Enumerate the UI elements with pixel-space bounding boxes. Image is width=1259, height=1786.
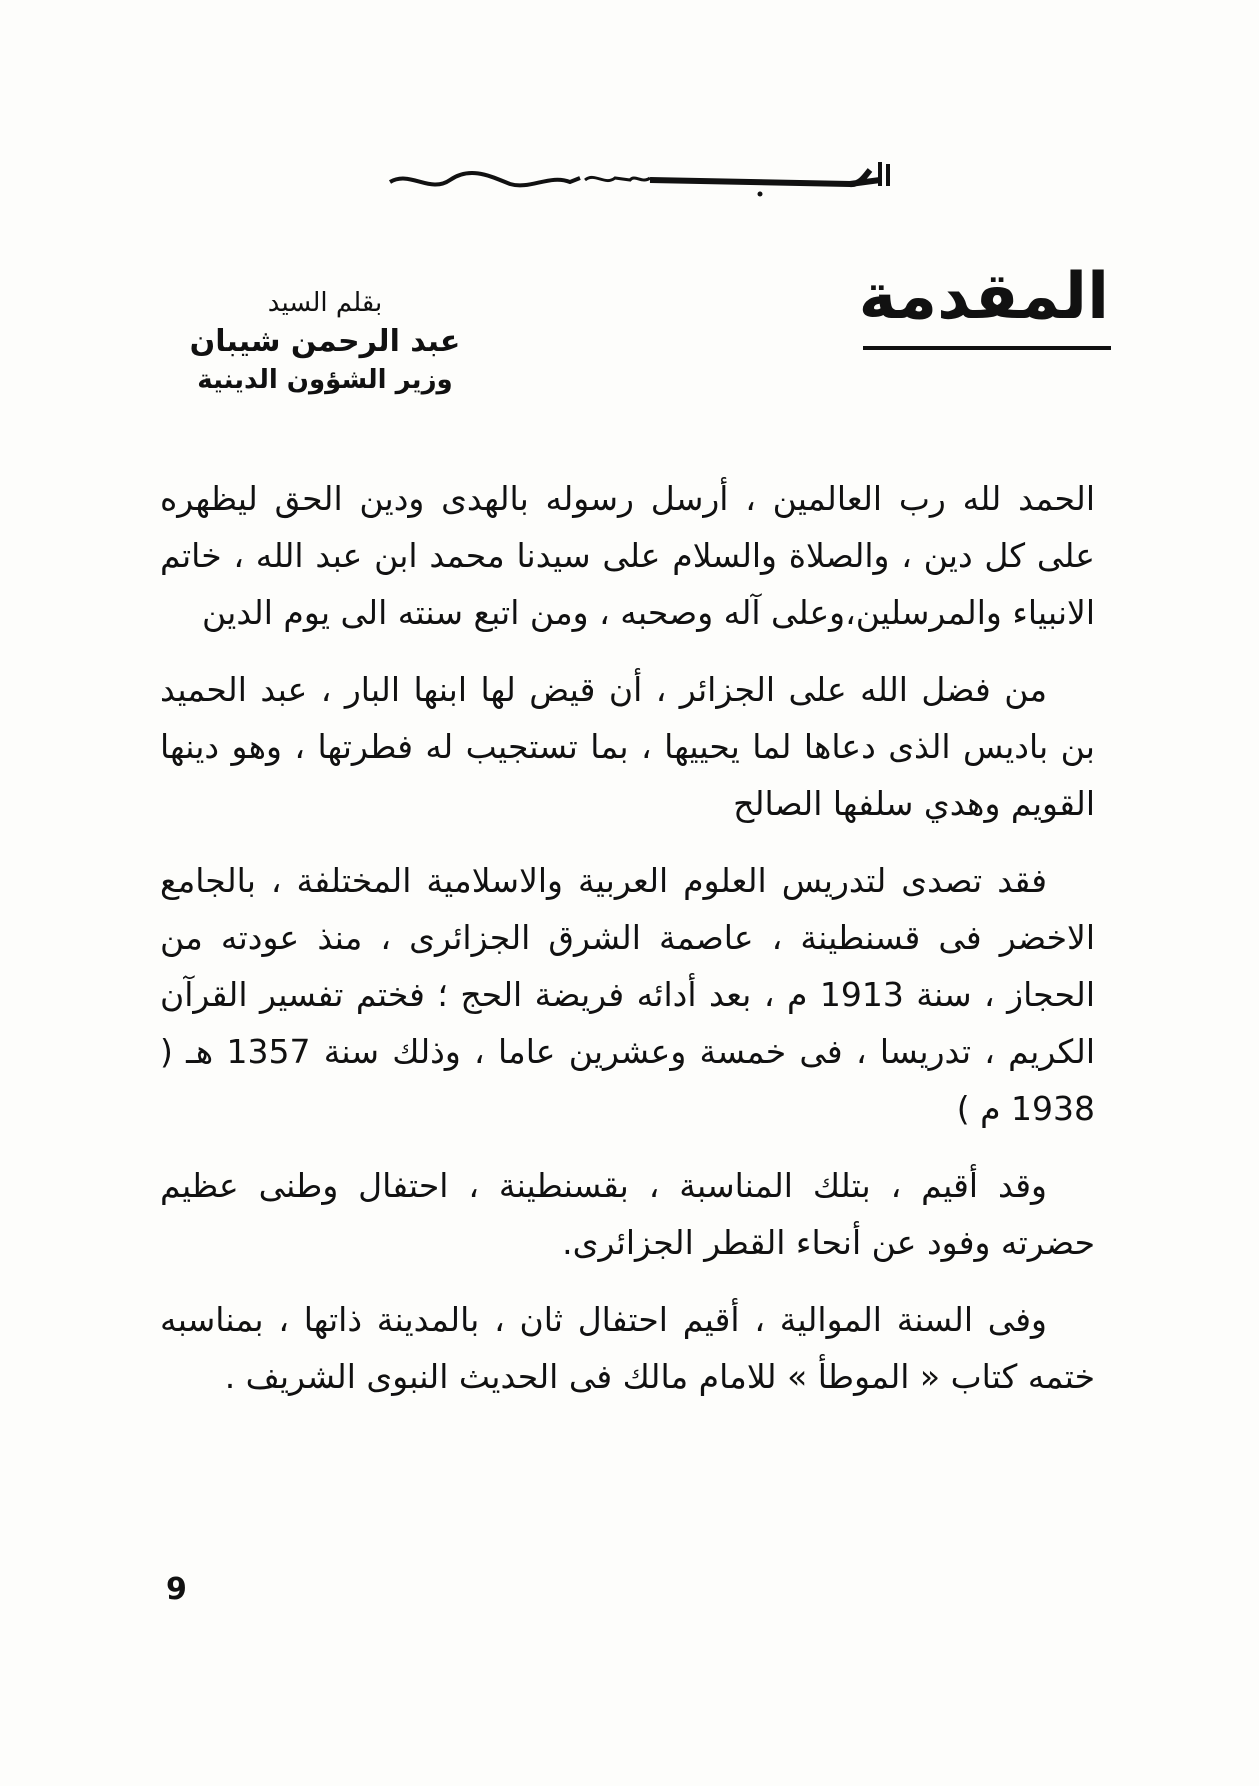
author-name: عبد الرحمن شيبان [189,324,461,359]
byline [170,288,480,395]
body-text [160,470,1095,1425]
title-underline [863,346,1111,350]
paragraph-2: من فضل الله على الجزائر ، أن قيض لها ابنها البار ، عبد الحميد بن باديس الذى دعاها لما يحييها ، بما تستجيب له فطرتها ، وهو دينها القويم وهدي سلفها الصالح [160,670,1095,823]
byline-by: بقلم السيد [267,288,383,318]
paragraph-4: وقد أقيم ، بتلك المناسبة ، بقسنطينة ، احتفال وطنى عظيم حضرته وفود عن أنحاء القطر الجزائرى. [160,1166,1095,1262]
author-role: وزير الشؤون الدينية [197,365,453,395]
paragraph-1: الحمد لله رب العالمين ، أرسل رسوله بالهدى ودين الحق ليظهره على كل دين ، والصلاة والسلام على سيدنا محمد ابن عبد الله ، خاتم الانبياء والمرسلين،وعلى آله وصحبه ، ومن اتبع سنته الى يوم الدين [160,479,1095,632]
basmala-calligraphy [380,150,900,210]
page-title: المقدمة [858,260,1109,334]
paragraph-3: فقد تصدى لتدريس العلوم العربية والاسلامية المختلفة ، بالجامع الاخضر فى قسنطينة ، عاصمة الشرق الجزائرى ، منذ عودته من الحجاز ، سنة 1913 م ، بعد أدائه فريضة الحج ؛ فختم تفسير القرآن الكريم ، تدريسا ، فى خمسة وعشرين عاما ، وذلك سنة 1357 هـ ( 1938 م ) [160,861,1095,1128]
page-number: 9 [166,1572,187,1607]
paragraph-5: وفى السنة الموالية ، أقيم احتفال ثان ، بالمدينة ذاتها ، بمناسبه ختمه كتاب « الموطأ » للامام مالك فى الحديث النبوى الشريف . [160,1300,1095,1396]
